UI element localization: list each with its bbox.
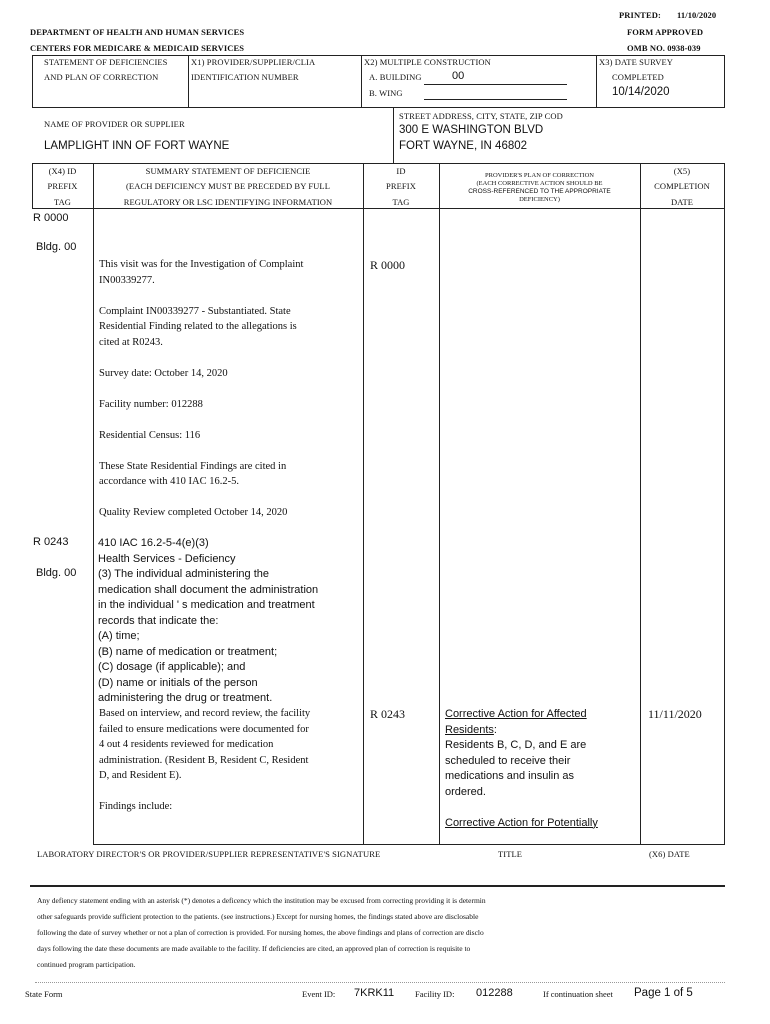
plan-sub-header: (EACH CORRECTIVE ACTION SHOULD BE (476, 180, 603, 187)
regulation-line: (A) time; (98, 630, 140, 642)
summary-sub-header: (EACH DEFICIENCY MUST BE PRECEDED BY FULL (125, 181, 331, 191)
r0243-findings (99, 706, 361, 815)
summary-line: IN00339277. (99, 274, 155, 286)
summary-header: SUMMARY STATEMENT OF DEFICIENCIE (145, 166, 311, 176)
completion-date: 11/11/2020 (648, 707, 702, 721)
regulation-line: medication shall document the administration (98, 583, 319, 596)
regulation-line: records that indicate the: (98, 614, 219, 627)
summary-line: This visit was for the Investigation of Complaint (99, 259, 304, 270)
plan-heading-affected: Corrective Action for Affected (445, 708, 587, 720)
r0243-tag: R 0243 (33, 536, 69, 548)
r0243-regulation (98, 536, 362, 707)
r0243-bldg: Bldg. 00 (36, 567, 77, 579)
summary-line: Quality Review completed October 14, 2020 (99, 507, 288, 518)
event-id-label: Event ID: (302, 989, 336, 999)
event-id-value: 7KRK11 (354, 987, 395, 999)
provider-name: LAMPLIGHT INN OF FORT WAYNE (44, 140, 230, 152)
plan-heading-residents-text: Residents (445, 723, 494, 736)
regulation-line: (D) name or initials of the person (98, 676, 258, 689)
address-line-1: 300 E WASHINGTON BLVD (399, 124, 544, 136)
regulation-line: (3) The individual administering the (98, 568, 269, 580)
id-header: ID (396, 166, 406, 176)
summary-line (99, 350, 361, 366)
summary-line: Survey date: October 14, 2020 (99, 367, 228, 379)
centers-title: CENTERS FOR MEDICARE & MEDICAID SERVICES (30, 43, 245, 53)
regulation-line: 410 IAC 16.2-5-4(e)(3) (98, 537, 209, 549)
findings-line: administration. (Resident B, Resident C, Resident (99, 754, 309, 766)
r0243-id-tag: R 0243 (370, 707, 406, 721)
plan-of-correction (445, 707, 637, 831)
summary-line (99, 412, 361, 428)
disclaimer-line: following the date of survey whether or not a plan of correction is provided. For nursing homes, the above findings and plans of correction are disclo (37, 928, 484, 937)
continuation-label: If continuation sheet (543, 989, 613, 999)
x1-label: X1) PROVIDER/SUPPLIER/CLIA (191, 57, 316, 67)
findings-line: D, and Resident E). (99, 770, 182, 781)
completion-header: COMPLETION (654, 181, 710, 191)
id-tag-header: TAG (392, 197, 410, 207)
regulation-line: in the individual ' s medication and treatment (98, 599, 315, 611)
regulation-line: (B) name of medication or treatment; (98, 645, 278, 658)
summary-line (99, 443, 361, 459)
findings-line (99, 784, 361, 800)
findings-line: Based on interview, and record review, the facility (99, 708, 311, 719)
provider-name-label: NAME OF PROVIDER OR SUPPLIER (44, 119, 185, 129)
state-form-label: State Form (25, 989, 63, 999)
r0000-tag: R 0000 (33, 212, 69, 224)
summary-line (99, 381, 361, 397)
address-line-2: FORT WAYNE, IN 46802 (399, 140, 528, 152)
page-number: Page 1 of 5 (634, 987, 693, 999)
summary-line: These State Residential Findings are cited in (99, 460, 287, 472)
plan-line: Residents B, C, D, and E are (445, 739, 587, 751)
date-header: DATE (670, 197, 694, 207)
plan-heading-residents (445, 723, 637, 739)
address-label: STREET ADDRESS, CITY, STATE, ZIP COD (399, 111, 563, 121)
r0000-summary (99, 257, 361, 521)
summary-line: Residential Finding related to the allegations is (99, 321, 297, 332)
plan-sub-header-3: DEFICIENCY) (519, 196, 560, 203)
x3-label: X3) DATE SURVEY (599, 57, 674, 67)
disclaimer-line: other safeguards provide sufficient protection to the patients. (see instructions.) Except for nursing homes, the findings stated above are disclosable (37, 912, 479, 921)
plan-header: PROVIDER'S PLAN OF CORRECTION (485, 172, 594, 179)
summary-line: Facility number: 012288 (99, 398, 203, 410)
regulation-line: administering the drug or treatment. (98, 692, 273, 704)
findings-line: 4 out 4 residents reviewed for medication (99, 739, 274, 750)
statement-label: STATEMENT OF DEFICIENCIES (44, 57, 168, 67)
building-label: A. BUILDING (369, 72, 422, 82)
summary-line (99, 288, 361, 304)
r0000-id-tag: R 0000 (370, 258, 406, 272)
plan-line: medications and insulin as (445, 770, 575, 782)
regulation-line: (C) dosage (if applicable); and (98, 661, 246, 673)
disclaimer-line: Any defiency statement ending with an asterisk (*) denotes a deficency which the institution may be excused from correcting providing it is determin (37, 896, 486, 905)
regulation-line: Health Services - Deficiency (98, 552, 236, 565)
printed-date: 11/10/2020 (677, 10, 717, 20)
plan-heading-potentially: Corrective Action for Potentially (445, 816, 598, 829)
x6-date-label: (X6) DATE (649, 849, 690, 859)
x5-header: (X5) (673, 166, 691, 176)
findings-line: failed to ensure medications were documented for (99, 723, 309, 735)
disclaimer-line: continued program participation. (37, 960, 136, 969)
dept-title: DEPARTMENT OF HEALTH AND HUMAN SERVICES (30, 27, 245, 37)
summary-line: accordance with 410 IAC 16.2-5. (99, 476, 239, 487)
plan-line: ordered. (445, 785, 486, 798)
plan-line: scheduled to receive their (445, 754, 571, 767)
form-approved: FORM APPROVED (627, 27, 704, 37)
title-label: TITLE (498, 849, 523, 859)
facility-id-value: 012288 (476, 987, 513, 999)
summary-line: cited at R0243. (99, 336, 163, 348)
x3-sub-label: COMPLETED (612, 72, 664, 82)
x4-tag-header: TAG (53, 197, 72, 207)
r0000-bldg: Bldg. 00 (36, 241, 77, 253)
findings-line: Findings include: (99, 801, 173, 812)
id-prefix-header: PREFIX (386, 181, 416, 191)
summary-line (99, 490, 361, 506)
x1-sub-label: IDENTIFICATION NUMBER (191, 72, 299, 82)
omb-number: OMB NO. 0938-039 (627, 43, 701, 53)
summary-sub-header-2: REGULATORY OR LSC IDENTIFYING INFORMATION (123, 197, 333, 207)
summary-line: Complaint IN00339277 - Substantiated. State (99, 305, 291, 317)
summary-line: Residential Census: 116 (99, 429, 201, 441)
printed-label: PRINTED: (619, 10, 661, 20)
x4-header: (X4) ID (48, 166, 77, 176)
building-value: 00 (452, 70, 465, 82)
disclaimer (37, 893, 727, 973)
wing-label: B. WING (369, 88, 403, 98)
plan-sub-header-2: CROSS-REFERENCED TO THE APPROPRIATE (468, 188, 611, 195)
director-signature-label: LABORATORY DIRECTOR'S OR PROVIDER/SUPPLIER REPRESENTATIVE'S SIGNATURE (37, 849, 381, 859)
x4-prefix-header: PREFIX (47, 181, 78, 191)
x2-label: X2) MULTIPLE CONSTRUCTION (364, 57, 491, 67)
disclaimer-line: days following the date these documents are made available to the facility. If deficiencies are cited, an approved plan of correction is requisite to (37, 944, 471, 953)
facility-id-label: Facility ID: (415, 989, 455, 999)
plan-label: AND PLAN OF CORRECTION (44, 72, 159, 82)
survey-completed-date: 10/14/2020 (612, 86, 670, 98)
plan-heading-colon: : (493, 723, 497, 736)
